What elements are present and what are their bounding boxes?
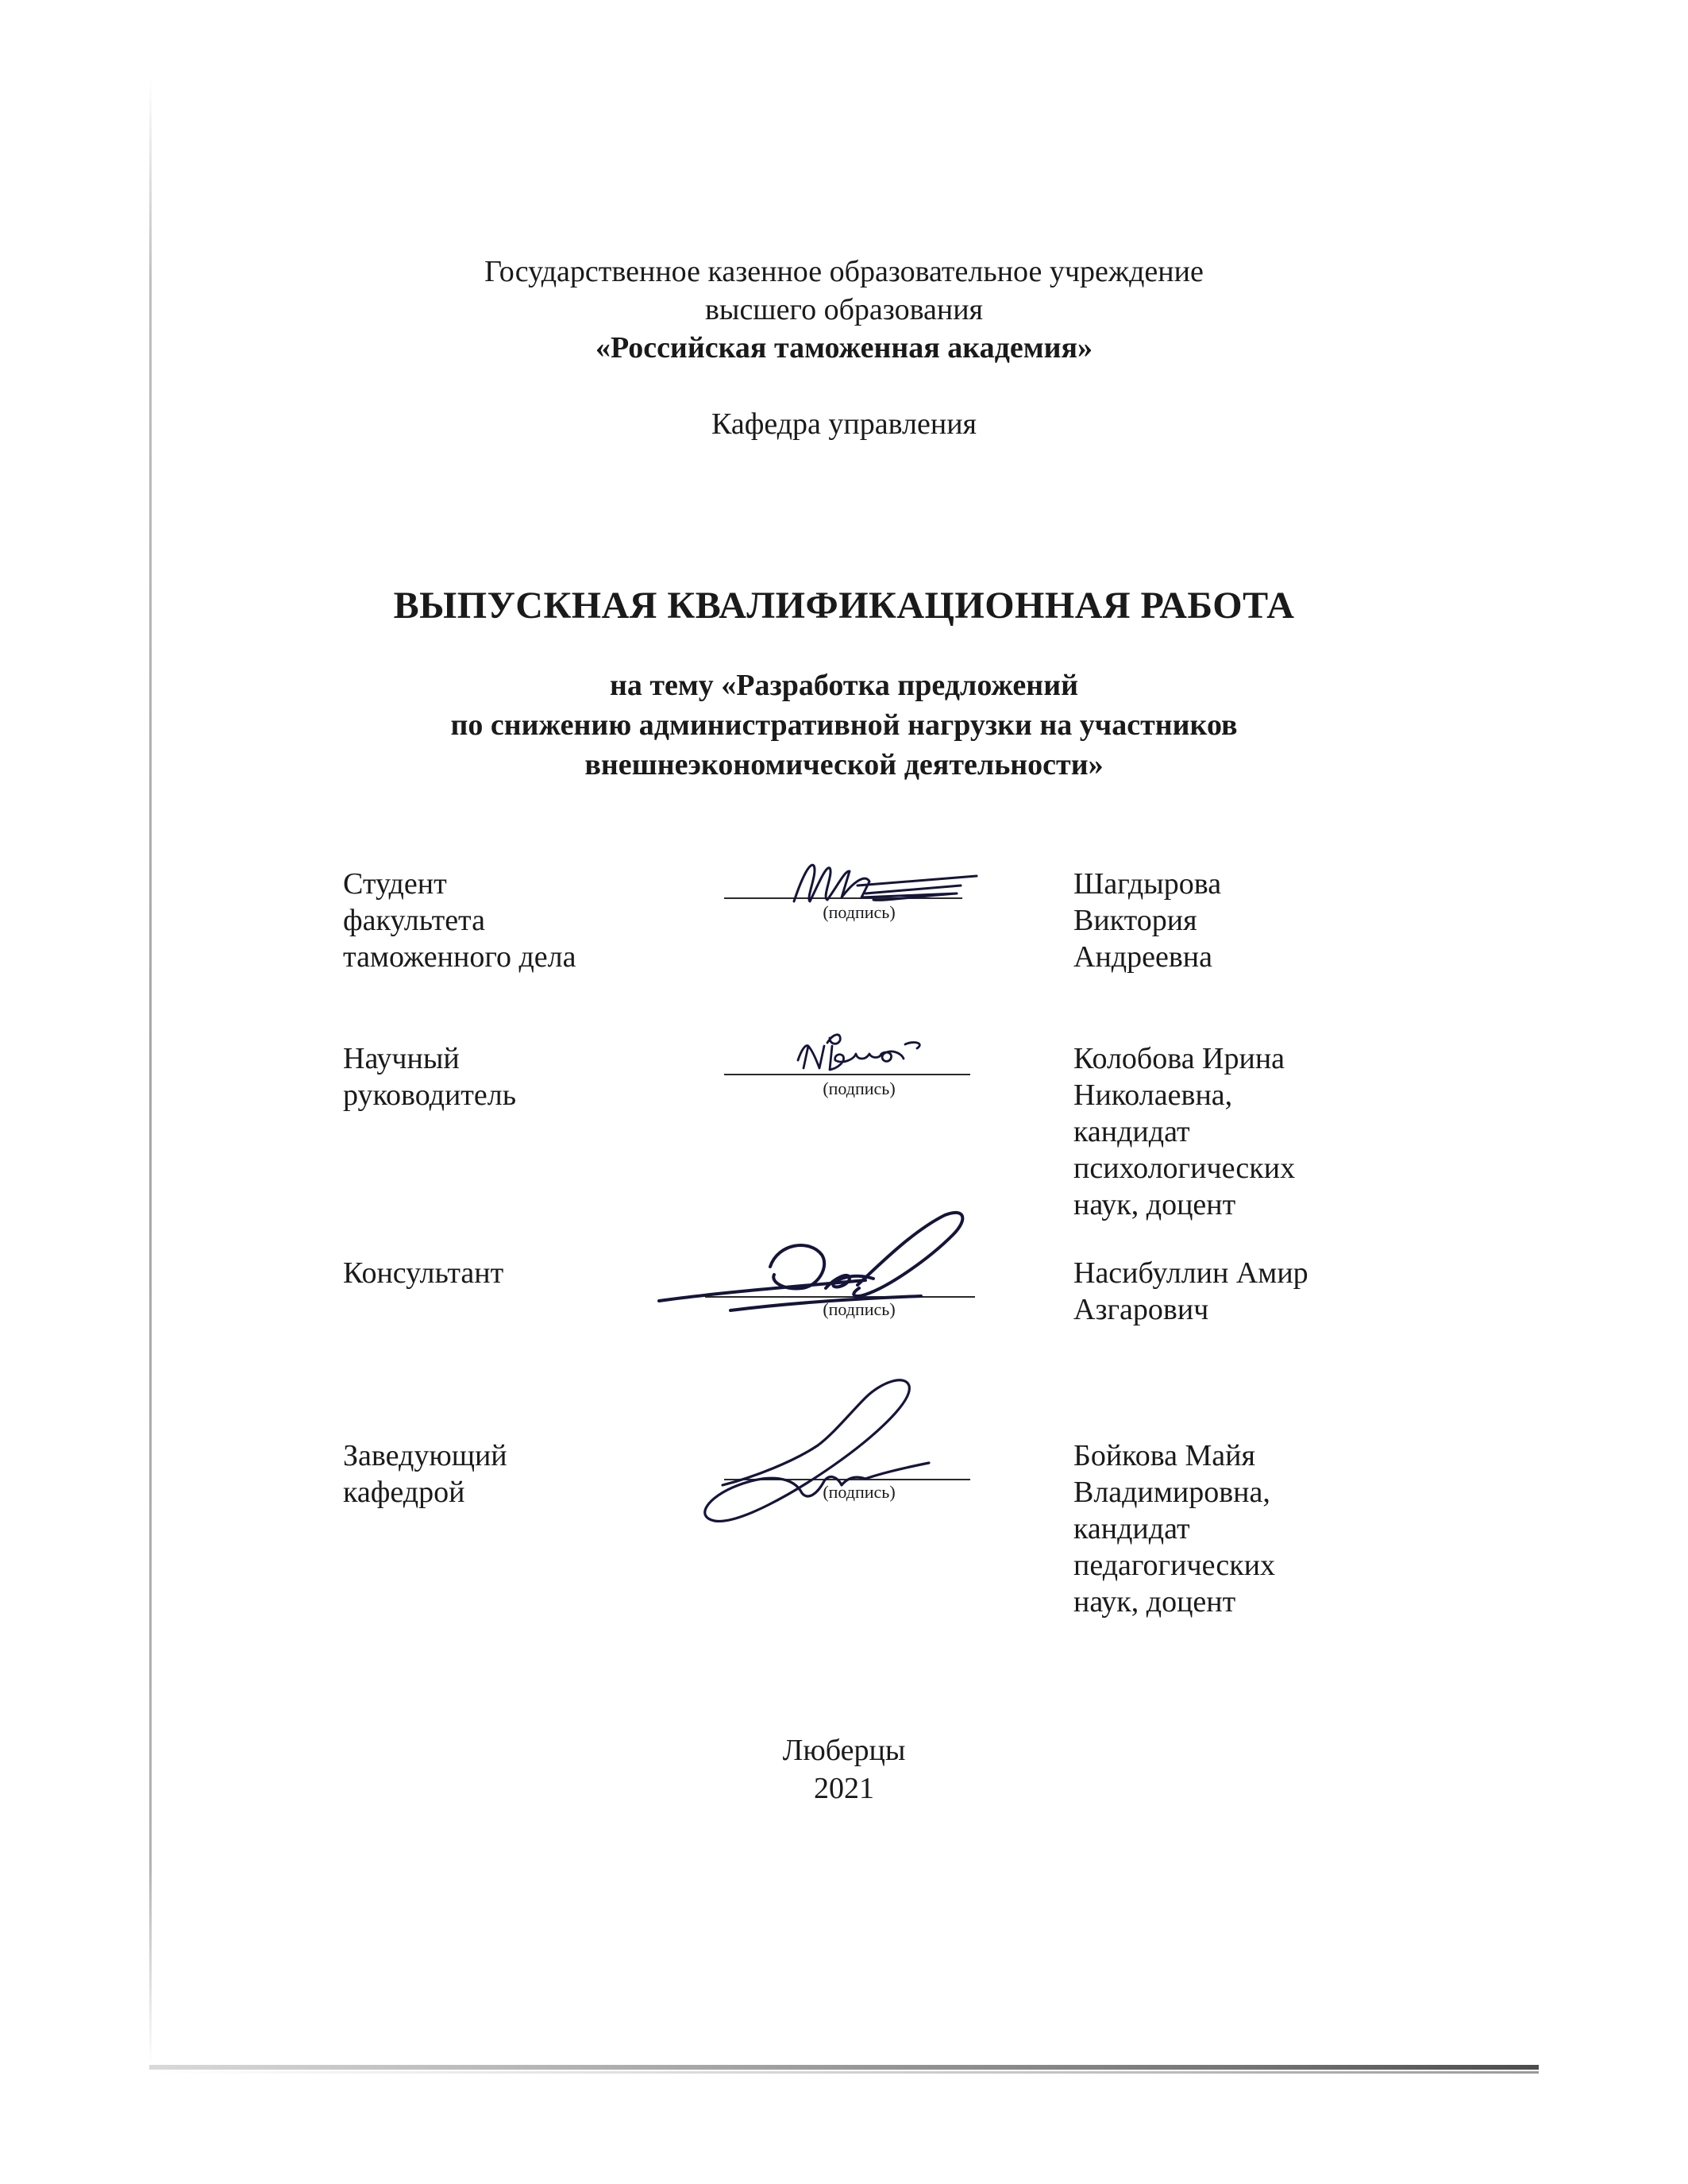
institution-name: «Российская таможенная академия» [595,331,1093,365]
supervisor-role [343,1040,676,1113]
name-line: кандидат [1073,1512,1190,1545]
consultant-signature [651,1199,1000,1326]
student-signature [762,854,1016,917]
consultant-name [1073,1255,1391,1328]
topic-line-2: по снижению административной нагрузки на участников [450,708,1238,742]
year: 2021 [814,1772,874,1805]
role-line: Консультант [343,1256,504,1290]
name-line: наук, доцент [1073,1188,1236,1221]
institution-header [0,253,1688,367]
name-line: наук, доцент [1073,1585,1236,1619]
head-signature [675,1366,977,1541]
supervisor-signature-caption: (подпись) [823,1078,896,1098]
student-role [343,866,676,975]
footer [0,1731,1688,1808]
scan-edge-bottom-shadow [149,2071,1539,2074]
name-line: кандидат [1073,1115,1190,1148]
city: Люберцы [782,1734,906,1767]
role-line: Научный [343,1042,460,1075]
name-line: педагогических [1073,1549,1276,1582]
name-line: Бойкова Майя [1073,1439,1255,1472]
name-line: Владимировна, [1073,1476,1270,1509]
thesis-topic [0,666,1688,785]
consultant-signature-caption: (подпись) [823,1299,896,1319]
consultant-role [343,1255,676,1291]
name-line: Шагдырова [1073,867,1222,901]
head-of-department-name [1073,1437,1391,1620]
student-name [1073,866,1391,975]
institution-line-2: высшего образования [704,293,984,326]
name-line: Колобова Ирина [1073,1042,1285,1075]
role-line: Студент [343,867,447,901]
scan-edge-bottom [149,2065,1539,2070]
department-name: Кафедра управления [711,407,977,441]
head-signature-caption: (подпись) [823,1482,896,1502]
head-of-department-role [343,1437,676,1511]
document-title: ВЫПУСКНАЯ КВАЛИФИКАЦИОННАЯ РАБОТА [393,585,1295,627]
supervisor-signature [786,1028,961,1084]
role-line: таможенного дела [343,940,576,974]
student-signature-caption: (подпись) [823,902,896,922]
name-line: Андреевна [1073,940,1212,974]
role-line: руководитель [343,1078,517,1112]
role-line: кафедрой [343,1476,465,1509]
supervisor-name [1073,1040,1391,1223]
name-line: психологических [1073,1152,1296,1185]
topic-line-3: внешнеэкономической деятельности» [584,748,1104,781]
institution-line-1: Государственное казенное образовательное учреждение [484,255,1204,288]
role-line: Заведующий [343,1439,507,1472]
name-line: Азгарович [1073,1293,1209,1326]
role-line: факультета [343,904,485,937]
topic-line-1: на тему «Разработка предложений [609,669,1078,702]
name-line: Насибуллин Амир [1073,1256,1308,1290]
name-line: Николаевна, [1073,1078,1233,1112]
name-line: Виктория [1073,904,1197,937]
